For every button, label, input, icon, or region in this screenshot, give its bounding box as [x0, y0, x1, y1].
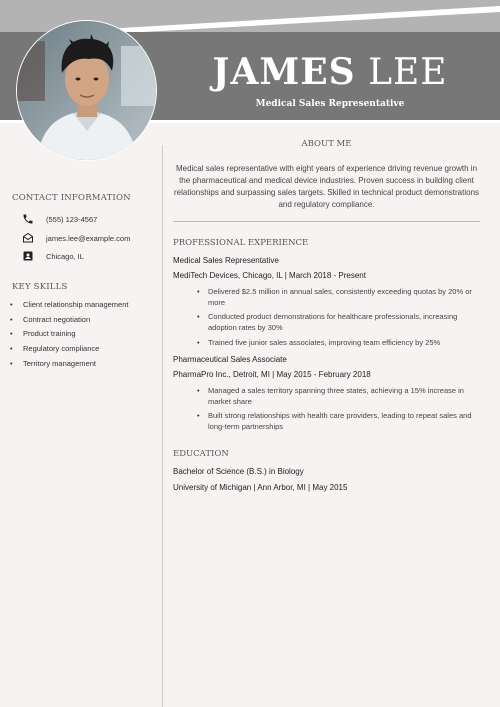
about-divider — [173, 221, 480, 222]
contact-email-text[interactable]: james.lee@example.com — [46, 233, 131, 243]
job-bullet: • Built strong relationships with health care providers, leading to repeat sales and long-term partnerships — [208, 410, 480, 432]
job-bullet: • Trained five junior sales associates, improving team efficiency by 25% — [208, 337, 480, 348]
column-divider — [162, 145, 163, 707]
experience-section-title: PROFESSIONAL EXPERIENCE — [173, 238, 309, 248]
job-title: Medical Sales Representative — [173, 256, 279, 265]
last-name: LEE — [368, 52, 448, 93]
contact-phone — [12, 212, 97, 226]
job-bullet: • Delivered $2.5 million in annual sales, consistently exceeding quotas by 20% or more — [208, 286, 480, 308]
contact-phone-text: (555) 123-4567 — [46, 214, 98, 224]
skill-item: • Regulatory compliance — [12, 344, 99, 353]
contact-section-title: CONTACT INFORMATION — [12, 193, 131, 203]
skill-item: • Territory management — [12, 359, 96, 368]
skill-item: • Product training — [12, 329, 76, 338]
contact-email — [12, 231, 130, 245]
skills-section-title: KEY SKILLS — [12, 282, 68, 292]
about-paragraph: Medical sales representative with eight years of experience driving revenue growth in the pharmaceutical and medical device industries. Proven success in building client relationships and surpassing sales targets. Skilled in technical product demonstrations and regulatory compliance. — [173, 164, 480, 209]
email-icon — [21, 231, 35, 245]
location-icon — [21, 249, 35, 263]
phone-icon — [21, 212, 35, 226]
skill-item: • Contract negotiation — [12, 315, 90, 324]
job-company-dates: MediTech Devices, Chicago, IL | March 2018 - Present — [173, 271, 366, 280]
education-section-title: EDUCATION — [173, 449, 229, 459]
profile-photo — [16, 20, 157, 161]
job-bullet: • Managed a sales territory spanning three states, achieving a 15% increase in market share — [208, 385, 480, 407]
job-bullet: • Conducted product demonstrations for healthcare professionals, increasing adoption rates by 30% — [208, 311, 480, 333]
education-degree: Bachelor of Science (B.S.) in Biology — [173, 467, 304, 476]
first-name: JAMES — [212, 51, 356, 93]
skill-item: • Client relationship management — [12, 300, 128, 309]
job-title: Pharmaceutical Sales Associate — [173, 355, 287, 364]
candidate-name — [160, 51, 500, 93]
job-subtitle: Medical Sales Representative — [255, 99, 405, 109]
education-school: University of Michigan | Ann Arbor, MI | May 2015 — [173, 483, 348, 492]
contact-location-text: Chicago, IL — [46, 251, 84, 261]
about-section-title: ABOUT ME — [301, 139, 352, 149]
contact-location — [12, 249, 84, 263]
job-company-dates: PharmaPro Inc., Detroit, MI | May 2015 - February 2018 — [173, 370, 371, 379]
